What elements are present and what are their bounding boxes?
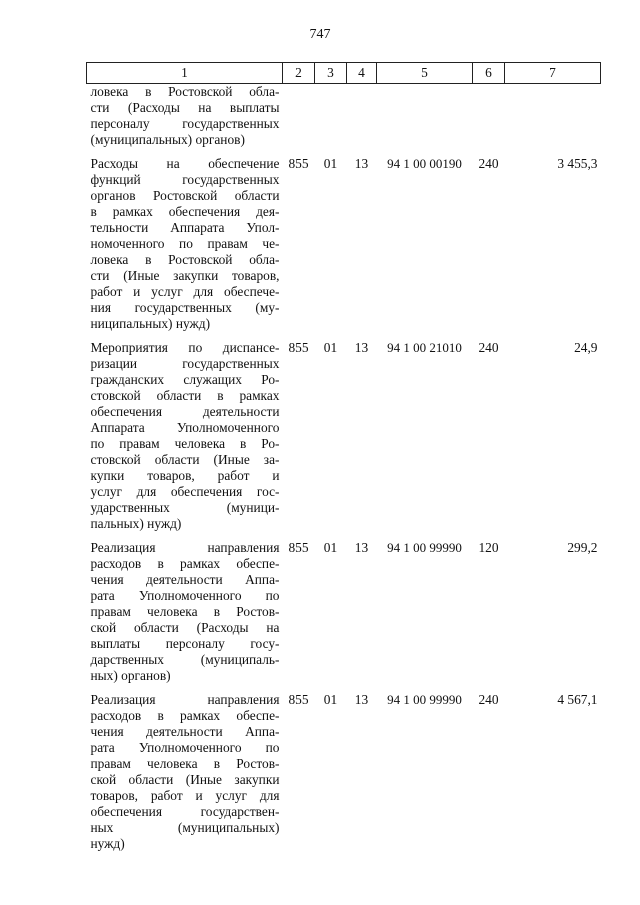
description-line: ниципальных) нужд) [90,316,211,331]
description-line: ловека в Ростовской обла- [90,84,280,99]
description-line: пальных) нужд) [90,516,182,531]
ved-cell: 855 [288,540,309,555]
description-line: выплаты персоналу госу- [90,636,280,651]
column-header-2: 2 [283,63,315,84]
description-line: ризации государственных [90,356,280,371]
description-line: ния государственных (му- [90,300,280,315]
description-line: Аппарата Уполномоченного [90,420,280,435]
description-line: товаров, работ и услуг для [90,788,280,803]
description-line: дарственных (муниципаль- [90,652,280,667]
table-row [87,336,601,536]
description-line: правам человека в Ростов- [90,604,280,619]
description-line: тельности Аппарата Упол- [90,220,280,235]
description-line: сти (Иные закупки товаров, [90,268,280,283]
description-line: (муниципальных) органов) [90,132,245,147]
description-line: Мероприятия по диспансе- [90,340,280,355]
description-line: стовской области (Иные за- [90,452,280,467]
description-line: ской области (Расходы на [90,620,280,635]
csr-cell: 94 1 00 00190 [387,156,462,171]
description-line: сти (Расходы на выплаты [90,100,280,115]
rz-cell: 01 [323,340,338,355]
vr-cell: 240 [478,340,499,355]
empty-cell [377,84,473,153]
description-line: Расходы на обеспечение [90,156,280,171]
row-description [87,536,283,688]
column-header-5: 5 [377,63,473,84]
description-line: ударственных (муници- [90,500,280,515]
pr-cell: 13 [354,340,369,355]
column-header-7: 7 [505,63,601,84]
vr-cell: 240 [478,156,499,171]
table-row [87,152,601,336]
description-line: органов Ростовской области [90,188,280,203]
rz-cell: 01 [323,540,338,555]
vr-cell: 240 [478,692,499,707]
budget-table [86,62,601,856]
description-line: нужд) [90,836,125,851]
empty-cell [315,84,347,153]
column-header-3: 3 [315,63,347,84]
description-line: Реализация направления [90,692,280,707]
description-line: в рамках обеспечения дея- [90,204,280,219]
empty-cell [347,84,377,153]
header-row [87,63,601,84]
description-line: ных) органов) [90,668,171,683]
description-line: персоналу государственных [90,116,280,131]
sum-cell: 24,9 [574,340,598,355]
ved-cell: 855 [288,692,309,707]
column-header-1: 1 [87,63,283,84]
description-line: чения деятельности Аппа- [90,572,280,587]
description-line: обеспечения государствен- [90,804,280,819]
description-line: Реализация направления [90,540,280,555]
row-description [87,336,283,536]
row-description [87,152,283,336]
budget-table-container [86,62,600,856]
rz-cell: 01 [323,692,338,707]
sum-cell: 299,2 [567,540,598,555]
description-line: купки товаров, работ и [90,468,280,483]
row-description [87,688,283,856]
pr-cell: 13 [354,156,369,171]
sum-cell: 3 455,3 [557,156,598,171]
table-row [87,688,601,856]
description-line: услуг для обеспечения гос- [90,484,280,499]
rz-cell: 01 [323,156,338,171]
csr-cell: 94 1 00 99990 [387,540,462,555]
table-body [87,84,601,857]
description-line: рата Уполномоченного по [90,740,280,755]
row-description [87,84,283,153]
description-line: расходов в рамках обеспе- [90,556,280,571]
empty-cell [283,84,315,153]
description-line: обеспечения деятельности [90,404,280,419]
empty-cell [473,84,505,153]
column-header-4: 4 [347,63,377,84]
vr-cell: 120 [478,540,499,555]
ved-cell: 855 [288,156,309,171]
description-line: рата Уполномоченного по [90,588,280,603]
description-line: гражданских служащих Ро- [90,372,280,387]
table-row [87,536,601,688]
page-number: 747 [309,27,331,42]
table-row-continuation [87,84,601,153]
csr-cell: 94 1 00 21010 [387,340,462,355]
description-line: чения деятельности Аппа- [90,724,280,739]
table-header [87,63,601,84]
sum-cell: 4 567,1 [557,692,598,707]
description-line: номоченного по правам че- [90,236,280,251]
description-line: функций государственных [90,172,280,187]
pr-cell: 13 [354,692,369,707]
csr-cell: 94 1 00 99990 [387,692,462,707]
description-line: стовской области в рамках [90,388,280,403]
description-line: по правам человека в Ро- [90,436,280,451]
ved-cell: 855 [288,340,309,355]
description-line: расходов в рамках обеспе- [90,708,280,723]
empty-cell [505,84,601,153]
description-line: работ и услуг для обеспече- [90,284,280,299]
column-header-6: 6 [473,63,505,84]
description-line: правам человека в Ростов- [90,756,280,771]
pr-cell: 13 [354,540,369,555]
description-line: ловека в Ростовской обла- [90,252,280,267]
description-line: ской области (Иные закупки [90,772,280,787]
description-line: ных (муниципальных) [90,820,280,835]
